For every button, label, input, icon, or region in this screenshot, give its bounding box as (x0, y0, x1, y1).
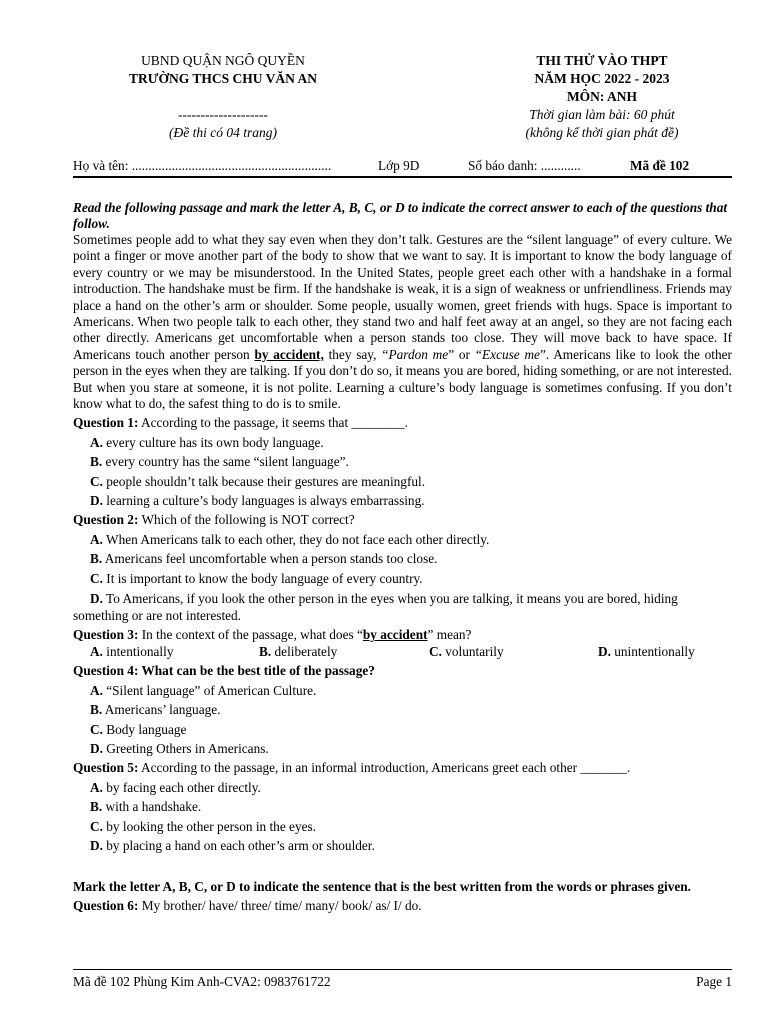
option-text: intentionally (102, 644, 174, 660)
option-text: To Americans, if you look the other person in the eyes when you are talking, it means you are bored, hiding something or are not interested. (73, 591, 678, 624)
option-text: people shouldn’t talk because their gestures are meaningful. (102, 473, 426, 489)
option-text: Body language (102, 721, 187, 737)
q3-option-a[interactable] (90, 644, 259, 660)
q3-option-c[interactable] (429, 644, 598, 660)
option-letter: A. (90, 531, 103, 547)
question-text: What can be the best title of the passage? (138, 663, 375, 679)
option-letter: D. (90, 493, 103, 509)
time-allowed: Thời gian làm bài: 60 phút (529, 107, 675, 122)
school-year: NĂM HỌC 2022 - 2023 (534, 71, 670, 86)
footer-exam-code: Mã đề 102 Phùng Kim Anh-CVA2: 0983761722 (73, 974, 331, 989)
passage-emphasis-by-accident: by accident, (254, 346, 324, 362)
q3-option-b[interactable] (259, 644, 429, 660)
question-label: Question 2: (73, 512, 139, 528)
page-count-note: (Đề thi có 04 trang) (169, 125, 277, 140)
question-term: by accident (362, 627, 428, 643)
student-info-row (73, 157, 732, 175)
passage-text-4: ”. Americans like to look the other person in the eyes when they are talking. If you don’t do so, it means you are bored, hiding something, or are not interested. But when you stare at someone, it is not polite. Learning a culture’s body language is sometimes confusing. If you don’t know what to do, the safest thing to do is to smile. (73, 346, 732, 412)
option-text: unintentionally (610, 644, 695, 660)
option-text: by facing each other directly. (102, 779, 261, 795)
page-footer (73, 969, 732, 990)
option-letter: A. (90, 682, 103, 698)
question-label: Question 5: (73, 760, 139, 776)
option-letter: D. (90, 741, 103, 757)
option-letter: B. (90, 702, 103, 718)
q4-option-d[interactable] (73, 741, 732, 757)
exam-page (73, 52, 732, 914)
q4-option-c[interactable] (73, 722, 732, 738)
option-letter: B. (90, 551, 103, 567)
reading-instruction: Read the following passage and mark the letter A, B, C, or D to indicate the correct answer to each of the questions that follow. (73, 200, 728, 231)
q1-option-b[interactable] (73, 454, 732, 470)
exam-code: Mã đề 102 (630, 158, 690, 173)
q4-option-a[interactable] (73, 683, 732, 699)
q1-option-a[interactable] (73, 435, 732, 451)
option-text: Americans feel uncomfortable when a person stands too close. (102, 551, 438, 567)
q2-option-b[interactable] (73, 551, 732, 567)
option-text: Americans’ language. (102, 702, 221, 718)
class-label: Lớp 9D (378, 158, 420, 173)
option-letter: B. (90, 454, 103, 470)
question-label: Question 1: (73, 415, 139, 431)
header-rule (73, 176, 732, 178)
q5-option-a[interactable] (73, 780, 732, 796)
q2-option-a[interactable] (73, 532, 732, 548)
option-text: Greeting Others in Americans. (102, 741, 269, 757)
passage-text-1: Sometimes people add to what they say even when they don’t talk. Gestures are the “silent language” of every culture. We point a finger or move another part of the body to show that we want to say. It is important to know the body language of every country or we may be misunderstood. In the United States, people greet each other with a handshake in a formal introduction. The handshake must be firm. If the handshake is weak, it is a sign of weakness or unfriendliness. Friends may place a hand on the other’s arm or shoulder. Some people, usually women, greet friends with hugs. Space is important to Americans. When two people talk to each other, they stand two and half feet away at an angel, so they are not facing each other directly. Americans get uncomfortable when a person stands too close. They will move back to have space. If Americans touch another person (73, 232, 732, 362)
option-text: every culture has its own body language. (102, 434, 324, 450)
option-letter: C. (90, 473, 103, 489)
reading-passage (73, 232, 732, 412)
option-text: voluntarily (441, 644, 504, 660)
option-letter: B. (90, 799, 103, 815)
option-text: deliberately (271, 644, 338, 660)
divider-dashes: -------------------- (178, 107, 268, 122)
question-4 (73, 663, 732, 679)
option-text: learning a culture’s body languages is always embarrassing. (102, 493, 425, 509)
q4-option-b[interactable] (73, 702, 732, 718)
option-text: by looking the other person in the eyes. (102, 818, 317, 834)
question-1 (73, 415, 732, 431)
q2-option-c[interactable] (73, 571, 732, 587)
q3-options-row (73, 644, 732, 660)
time-note: (không kể thời gian phát đề) (525, 125, 679, 140)
question-label: Question 6: (73, 898, 139, 914)
option-text: It is important to know the body language of every country. (102, 570, 423, 586)
district-name: UBND QUẬN NGÔ QUYỀN (141, 53, 305, 68)
option-letter: D. (90, 838, 103, 854)
sentence-building-instruction: Mark the letter A, B, C, or D to indicate the sentence that is the best written from the words or phrases given. (73, 879, 691, 895)
question-label: Question 3: (73, 627, 139, 643)
q1-option-d[interactable] (73, 493, 732, 509)
option-letter: A. (90, 434, 103, 450)
option-text: When Americans talk to each other, they do not face each other directly. (102, 531, 490, 547)
question-text: In the context of the passage, what does “ (138, 627, 363, 643)
exam-title-block (472, 52, 732, 142)
option-letter: A. (90, 644, 103, 660)
option-letter: D. (598, 644, 611, 660)
question-text: Which of the following is NOT correct? (138, 512, 355, 528)
option-text: by placing a hand on each other’s arm or shoulder. (102, 838, 375, 854)
q5-option-b[interactable] (73, 799, 732, 815)
question-text: My brother/ have/ three/ time/ many/ book/ as/ I/ do. (138, 898, 422, 914)
subject: MÔN: ANH (566, 89, 638, 104)
page-number: Page 1 (696, 974, 732, 989)
option-letter: D. (90, 591, 103, 607)
question-2 (73, 512, 732, 528)
school-name: TRƯỜNG THCS CHU VĂN AN (128, 71, 318, 86)
exam-title: THI THỬ VÀO THPT (536, 53, 668, 68)
q2-option-d[interactable] (73, 590, 732, 624)
question-6 (73, 898, 732, 914)
option-text: with a handshake. (102, 799, 202, 815)
question-5 (73, 760, 732, 776)
q3-option-d[interactable] (598, 644, 695, 660)
passage-pardon-me: “Pardon me (381, 346, 449, 362)
q1-option-c[interactable] (73, 474, 732, 490)
passage-excuse-me: “Excuse me (474, 346, 540, 362)
option-letter: C. (429, 644, 442, 660)
option-text: every country has the same “silent language”. (102, 454, 349, 470)
q5-option-c[interactable] (73, 819, 732, 835)
option-letter: C. (90, 721, 103, 737)
exam-header (73, 52, 732, 142)
passage-text-3: ” or (448, 346, 475, 362)
option-letter: A. (90, 779, 103, 795)
option-letter: C. (90, 570, 103, 586)
q5-option-d[interactable] (73, 838, 732, 854)
question-text-end: ” mean? (427, 627, 472, 643)
option-letter: B. (259, 644, 272, 660)
question-label: Question 4: (73, 663, 139, 679)
option-text: “Silent language” of American Culture. (102, 682, 317, 698)
school-block (73, 52, 373, 142)
passage-text-2: they say, (323, 346, 382, 362)
option-letter: C. (90, 818, 103, 834)
question-text: According to the passage, in an informal introduction, Americans greet each other _______. (138, 760, 631, 776)
question-3 (73, 627, 732, 643)
question-text: According to the passage, it seems that ________. (138, 415, 408, 431)
candidate-number-field[interactable]: Số báo danh: ............ (468, 158, 581, 173)
student-name-field[interactable]: Họ và tên: ............................................................ (73, 158, 332, 173)
